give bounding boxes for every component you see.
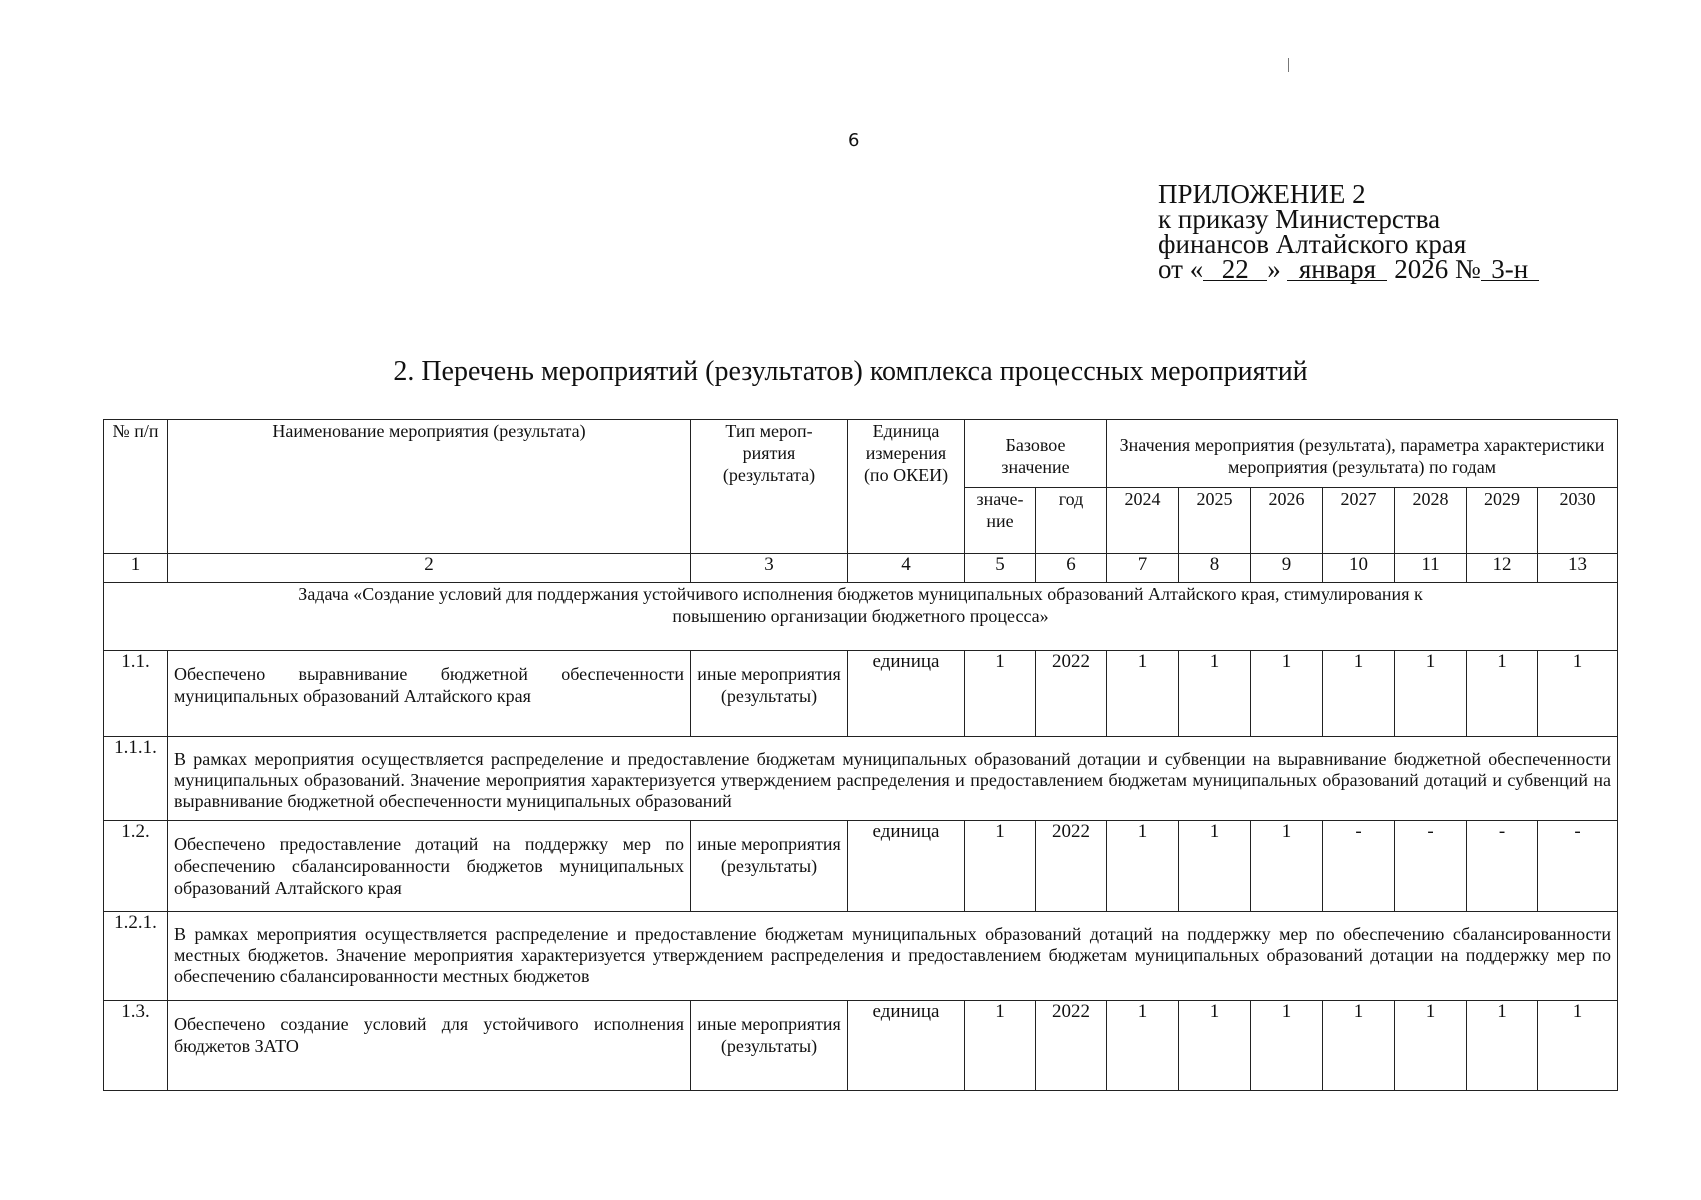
header-year-2027: 2027 [1323,488,1395,554]
row-base-year: 2022 [1036,1001,1107,1091]
approval-day: 22 [1203,258,1267,281]
row-value-2030: 1 [1538,1001,1618,1091]
approval-line-1: ПРИЛОЖЕНИЕ 2 [1158,179,1366,209]
margin-mark [1288,58,1289,72]
row-unit: единица [848,821,965,912]
header-base: Базовое значение [965,420,1107,488]
header-year-2028: 2028 [1395,488,1467,554]
column-number: 6 [1036,554,1107,583]
approval-block [1158,179,1539,284]
header-base-year: год [1036,488,1107,554]
page-number: 6 [848,130,860,151]
header-name: Наименование мероприятия (результата) [168,420,691,554]
column-number: 4 [848,554,965,583]
column-numbers-row [104,554,1618,583]
document-title: 2. Перечень мероприятий (результатов) комплекса процессных мероприятий [393,356,1308,387]
approval-year-number-label: 2026 № [1394,254,1481,284]
row-type: иные мероприятия (результаты) [691,821,848,912]
row-value-2030: - [1538,821,1618,912]
row-base-year: 2022 [1036,651,1107,737]
column-number: 12 [1467,554,1538,583]
row-value-2029: 1 [1467,651,1538,737]
approval-ot: от « [1158,254,1204,284]
column-number: 11 [1395,554,1467,583]
approval-date-line [1158,254,1539,284]
result-row [104,651,1618,737]
row-name: Обеспечено создание условий для устойчивого исполнения бюджетов ЗАТО [168,1001,691,1091]
description-row [104,737,1618,821]
row-value-2025: 1 [1179,821,1251,912]
result-row [104,821,1618,912]
row-unit: единица [848,1001,965,1091]
row-value-2027: 1 [1323,1001,1395,1091]
desc-text: В рамках мероприятия осуществляется распределение и предоставление бюджетам муниципальных образований дотаций на поддержку мер по обеспечению сбалансированности местных бюджетов. Значение мероприятия характеризуется утверждением распределения и предоставлением бюджетам муниципальных образований дотации на поддержку мер по обеспечению сбалансированности местных бюджетов [168,912,1618,1001]
header-unit: Единица измерения (по ОКЕИ) [848,420,965,554]
approval-line-2: к приказу Министерства [1158,204,1441,234]
row-value-2028: - [1395,821,1467,912]
column-number: 1 [104,554,168,583]
header-year-2025: 2025 [1179,488,1251,554]
row-base-value: 1 [965,1001,1036,1091]
column-number: 9 [1251,554,1323,583]
row-value-2029: - [1467,821,1538,912]
measures-table [103,419,1618,1091]
result-row [104,1001,1618,1091]
column-number: 7 [1107,554,1179,583]
row-name: Обеспечено выравнивание бюджетной обеспеченности муниципальных образований Алтайского края [168,651,691,737]
approval-number: 3-н [1481,258,1539,281]
row-value-2025: 1 [1179,1001,1251,1091]
header-year-2024: 2024 [1107,488,1179,554]
header-values: Значения мероприятия (результата), параметра характеристики мероприятия (результата) по годам [1107,420,1618,488]
row-value-2027: - [1323,821,1395,912]
column-number: 2 [168,554,691,583]
row-value-2029: 1 [1467,1001,1538,1091]
row-num: 1.3. [104,1001,168,1091]
row-value-2024: 1 [1107,821,1179,912]
row-value-2028: 1 [1395,651,1467,737]
row-value-2024: 1 [1107,651,1179,737]
row-value-2030: 1 [1538,651,1618,737]
row-value-2025: 1 [1179,651,1251,737]
row-unit: единица [848,651,965,737]
row-type: иные мероприятия (результаты) [691,651,848,737]
header-year-2029: 2029 [1467,488,1538,554]
desc-text: В рамках мероприятия осуществляется распределение и предоставление бюджетам муниципальных образований дотации и субвенции на выравнивание бюджетной обеспеченности муниципальных образований. Значение мероприятия характеризуется утверждением распределения и предоставлением бюджетам муниципальных образований дотаций и субвенций на выравнивание бюджетной обеспеченности муниципальных образований [168,737,1618,821]
column-number: 8 [1179,554,1251,583]
row-base-value: 1 [965,821,1036,912]
approval-line-3: финансов Алтайского края [1158,229,1467,259]
desc-num: 1.2.1. [104,912,168,1001]
row-base-value: 1 [965,651,1036,737]
approval-close-quote: » [1267,254,1281,284]
row-value-2024: 1 [1107,1001,1179,1091]
row-value-2026: 1 [1251,821,1323,912]
column-number: 13 [1538,554,1618,583]
row-value-2028: 1 [1395,1001,1467,1091]
approval-month: января [1287,258,1387,281]
task-row [104,583,1618,651]
row-value-2027: 1 [1323,651,1395,737]
column-number: 10 [1323,554,1395,583]
row-value-2026: 1 [1251,651,1323,737]
row-num: 1.1. [104,651,168,737]
column-number: 5 [965,554,1036,583]
header-year-2030: 2030 [1538,488,1618,554]
row-num: 1.2. [104,821,168,912]
column-number: 3 [691,554,848,583]
row-name: Обеспечено предоставление дотаций на поддержку мер по обеспечению сбалансированности бюджетов муниципальных образований Алтайского края [168,821,691,912]
row-type: иные мероприятия (результаты) [691,1001,848,1091]
header-row-1 [104,420,1618,488]
header-num: № п/п [104,420,168,554]
header-type: Тип мероп-риятия (результата) [691,420,848,554]
desc-num: 1.1.1. [104,737,168,821]
header-base-value: значе-ние [965,488,1036,554]
header-year-2026: 2026 [1251,488,1323,554]
task-text: Задача «Создание условий для поддержания устойчивого исполнения бюджетов муниципальных образований Алтайского края, стимулирования к повышению организации бюджетного процесса» [104,583,1618,651]
row-base-year: 2022 [1036,821,1107,912]
description-row [104,912,1618,1001]
row-value-2026: 1 [1251,1001,1323,1091]
